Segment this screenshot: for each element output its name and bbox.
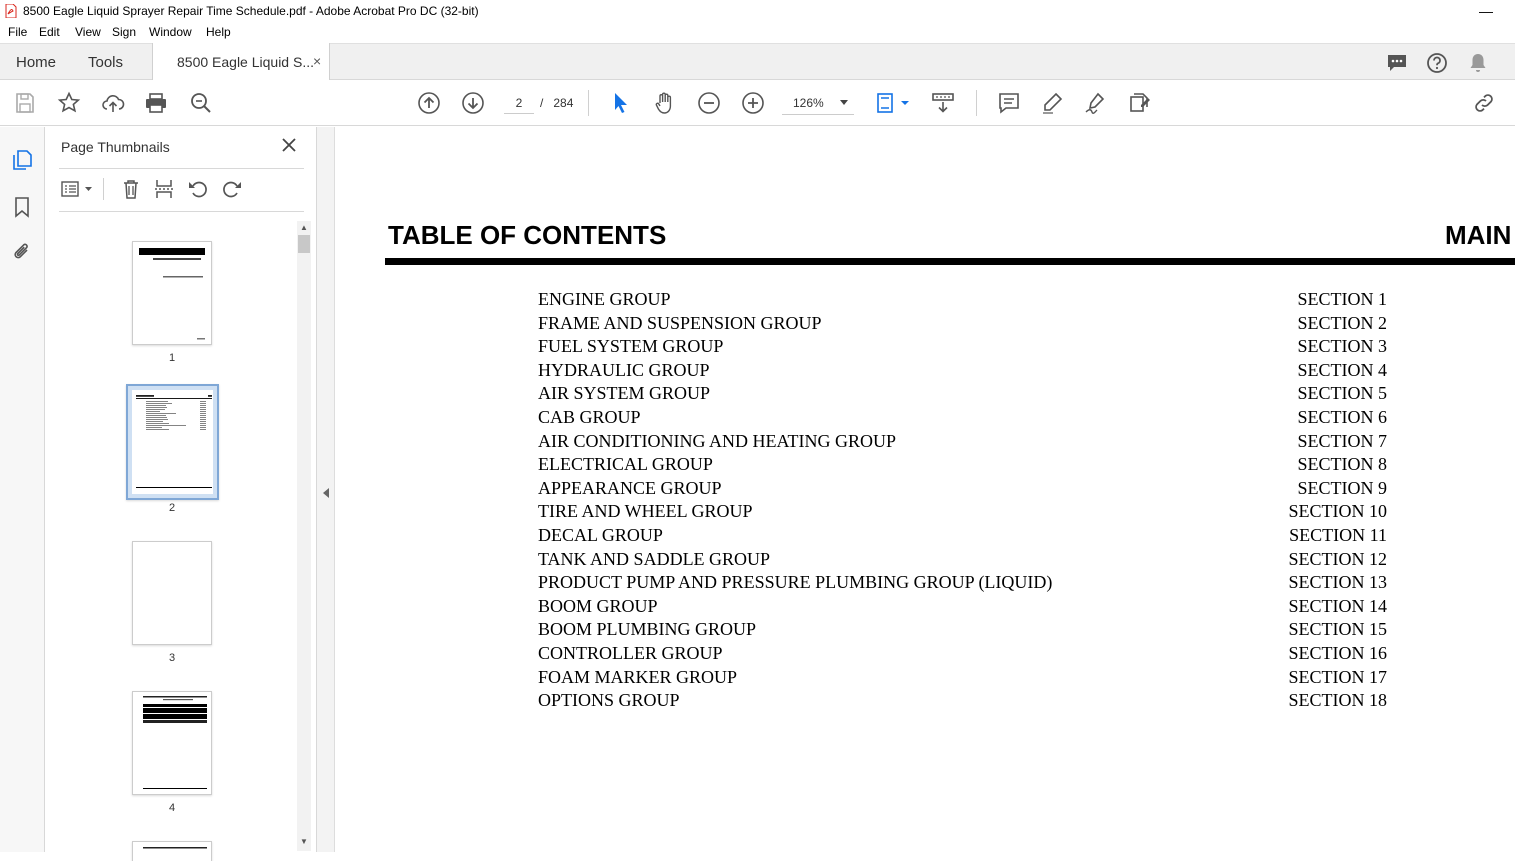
toolbar-divider [976,90,977,116]
toc-section: SECTION 15 [1288,619,1387,640]
menu-bar [0,22,1515,43]
toc-entry [538,429,1387,453]
toc-section: SECTION 16 [1288,642,1387,663]
minimize-button[interactable]: — [1479,3,1493,19]
toolbar-divider [588,90,589,116]
zoom-out-icon[interactable] [697,91,721,115]
toc-section: SECTION 7 [1297,430,1387,451]
scroll-mode-icon[interactable] [931,91,955,115]
toc-entry [538,547,1387,571]
toc-entry [538,405,1387,429]
toc-entry [538,570,1387,594]
upload-cloud-icon[interactable] [101,91,125,115]
panel-title: Page Thumbnails [61,139,170,155]
tab-tools[interactable]: Tools [88,54,124,71]
page-4-preview [133,692,211,794]
toc-group: ELECTRICAL GROUP [538,454,713,475]
sign-pen-icon[interactable] [1084,91,1108,115]
toc-section: SECTION 6 [1297,406,1387,427]
save-icon[interactable] [13,91,37,115]
toc-section: SECTION 2 [1297,312,1387,333]
notification-bell-icon[interactable] [1467,52,1489,74]
toc-entry [538,688,1387,712]
main-toolbar [0,80,1515,126]
toc-heading: TABLE OF CONTENTS [388,220,667,250]
toc-group: CONTROLLER GROUP [538,642,723,663]
next-page-icon[interactable] [461,91,485,115]
page-number-label: 2 [168,502,176,514]
total-pages: 284 [553,96,574,110]
page-2-preview [128,386,217,498]
zoom-in-icon[interactable] [741,91,765,115]
toc-entry [538,476,1387,500]
zoom-level-dropdown[interactable] [782,91,854,115]
title-bar [0,0,1515,22]
toc-section: SECTION 3 [1297,336,1387,357]
help-icon[interactable] [1426,52,1448,74]
toc-entry [538,311,1387,335]
toc-group: BOOM PLUMBING GROUP [538,619,757,640]
toc-entry [538,381,1387,405]
rotate-clockwise-icon[interactable] [221,178,243,200]
tab-document-label: 8500 Eagle Liquid S... [177,54,314,70]
toc-group: BOOM GROUP [538,595,658,616]
menu-file[interactable]: File [8,25,28,39]
panel-divider [59,168,304,169]
page-count [540,96,573,110]
scroll-down-arrow-icon[interactable]: ▼ [300,837,308,846]
toc-section: SECTION 12 [1288,548,1387,569]
tab-document[interactable] [152,43,330,81]
scroll-up-arrow-icon[interactable]: ▲ [300,223,308,232]
toc-group: HYDRAULIC GROUP [538,359,710,380]
scrollbar-thumb[interactable] [298,235,310,253]
menu-view[interactable]: View [75,25,101,39]
toc-group: AIR CONDITIONING AND HEATING GROUP [538,430,896,451]
rotate-counterclockwise-icon[interactable] [187,178,209,200]
extract-pages-icon[interactable] [153,178,175,200]
collapse-arrow-icon[interactable] [323,488,329,498]
page-thumbnail-5-partial[interactable] [132,841,212,861]
comment-bubble-icon[interactable] [1386,52,1408,74]
bookmarks-icon[interactable] [11,196,33,218]
page-5-preview [133,842,211,860]
toc-entry [538,665,1387,689]
fit-page-icon[interactable] [874,91,912,115]
attachments-paperclip-icon[interactable] [11,241,33,263]
toc-section: SECTION 11 [1289,524,1387,545]
page-thumbnail-2-selected[interactable] [126,384,219,500]
toc-entry [538,358,1387,382]
page-thumbnails-icon[interactable] [11,149,33,171]
toc-group: FUEL SYSTEM GROUP [538,336,724,357]
toc-list [538,287,1387,712]
tab-home[interactable]: Home [16,54,57,71]
delete-trash-icon[interactable] [120,178,142,200]
toc-group: PRODUCT PUMP AND PRESSURE PLUMBING GROUP (LIQUID) [538,572,1053,593]
panel-collapse-splitter[interactable] [317,127,335,852]
left-navigation-rail [0,127,45,852]
toc-group: FRAME AND SUSPENSION GROUP [538,312,822,333]
thumbnail-options-icon[interactable] [59,178,95,200]
close-icon[interactable] [281,137,297,153]
menu-edit[interactable]: Edit [39,25,60,39]
page-number-label: 3 [168,652,176,664]
highlight-pen-icon[interactable] [1040,91,1064,115]
toc-group: AIR SYSTEM GROUP [538,383,711,404]
bookmark-star-icon[interactable] [57,91,81,115]
previous-page-icon[interactable] [417,91,441,115]
toc-entry [538,499,1387,523]
page-thumbnails-panel [45,127,317,852]
page-separator: / [540,96,544,110]
chevron-down-icon [840,100,848,105]
page-thumbnail-3[interactable] [132,541,212,645]
menu-help[interactable]: Help [206,25,231,39]
page-number-input[interactable] [504,92,534,114]
toc-group: TIRE AND WHEEL GROUP [538,501,753,522]
page-1-preview [133,242,211,344]
page-number-label: 1 [168,352,176,364]
toc-section: SECTION 8 [1297,454,1387,475]
toc-section: SECTION 18 [1288,690,1387,711]
toc-section: SECTION 9 [1297,477,1387,498]
page-thumbnail-1[interactable] [132,241,212,345]
toc-group: OPTIONS GROUP [538,690,680,711]
panel-toolbar-divider [103,178,104,200]
page-number-label: 4 [168,802,176,814]
toc-group: FOAM MARKER GROUP [538,666,738,687]
toc-section: SECTION 5 [1297,383,1387,404]
comment-icon[interactable] [997,91,1021,115]
toc-entry [538,641,1387,665]
select-cursor-icon[interactable] [609,91,633,115]
menu-sign[interactable]: Sign [112,25,137,39]
toc-section: SECTION 14 [1288,595,1387,616]
menu-window[interactable]: Window [149,25,192,39]
toc-section: SECTION 4 [1297,359,1387,380]
panel-divider [59,211,304,212]
toc-entry [538,523,1387,547]
zoom-search-icon[interactable] [189,91,213,115]
toc-section: SECTION 1 [1297,289,1387,309]
print-icon[interactable] [144,91,168,115]
toc-group: DECAL GROUP [538,524,663,545]
toc-entry [538,287,1387,311]
document-view[interactable] [336,127,1515,852]
toc-section: SECTION 17 [1288,666,1387,687]
toc-heading-right: MAIN [1445,220,1512,250]
hand-tool-icon[interactable] [653,91,677,115]
thumbnails-scrollbar[interactable] [297,221,311,851]
toc-entry [538,594,1387,618]
toc-entry [538,334,1387,358]
toc-group: TANK AND SADDLE GROUP [538,548,771,569]
window-title: 8500 Eagle Liquid Sprayer Repair Time Schedule.pdf - Adobe Acrobat Pro DC (32-bit) [23,4,479,18]
toc-group: CAB GROUP [538,406,641,427]
page-thumbnail-4[interactable] [132,691,212,795]
toc-section: SECTION 13 [1288,572,1387,593]
toc-section: SECTION 10 [1288,501,1387,522]
tab-bar [0,43,1515,80]
acrobat-pdf-icon [5,4,17,18]
share-link-icon[interactable] [1472,91,1496,115]
heading-rule [385,258,1515,265]
redact-tool-icon[interactable] [1128,91,1152,115]
toc-group: ENGINE GROUP [538,289,671,309]
zoom-level-value: 126% [793,96,824,110]
toc-entry [538,452,1387,476]
toc-group: APPEARANCE GROUP [538,477,722,498]
toc-entry [538,617,1387,641]
tab-close-button[interactable]: × [313,53,322,69]
